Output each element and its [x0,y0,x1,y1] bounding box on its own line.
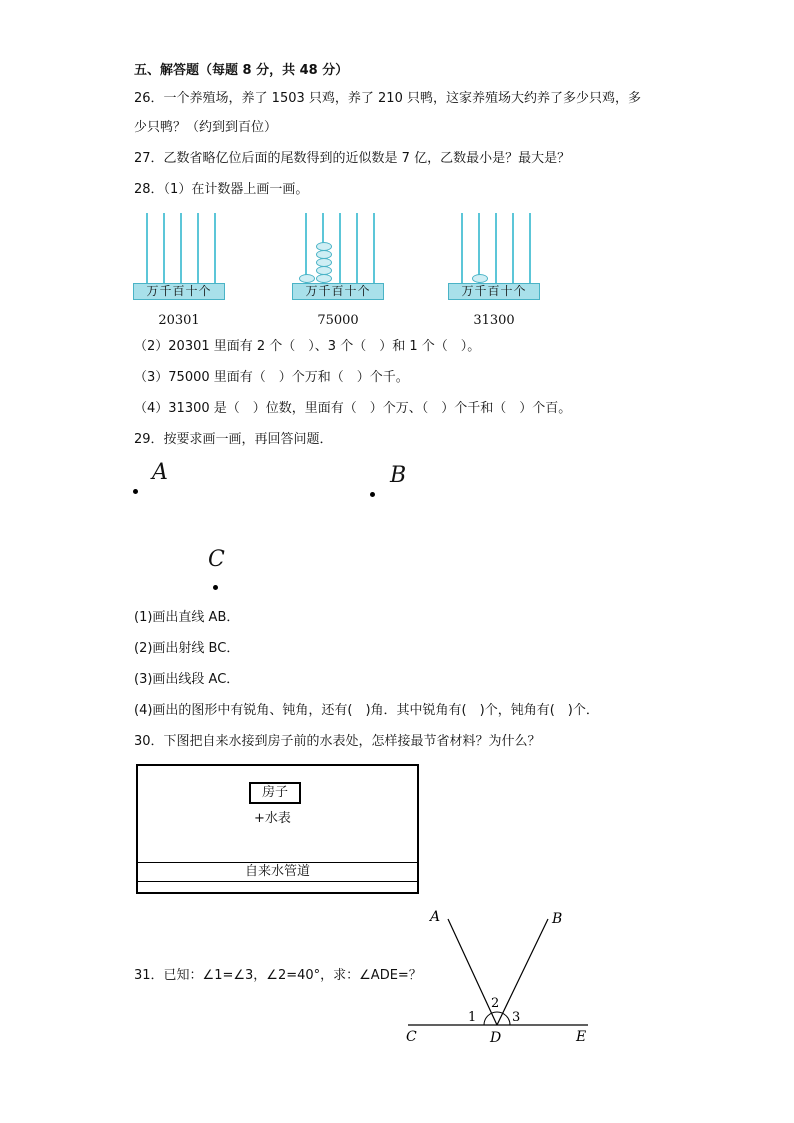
q28-intro: 28．（1）在计数器上画一画。 [134,182,309,197]
abacus-rod [197,213,199,285]
q31-text: 31．已知：∠1=∠3，∠2=40°，求：∠ADE=？ [134,968,422,983]
abacus-rod [356,213,358,285]
abacus-20301 [133,213,225,333]
abacus-bead [472,274,488,283]
q28-sub4: （4）31300 是（ ）位数，里面有（ ）个万、（ ）个千和（ ）个百。 [134,401,572,416]
abacus-rod [529,213,531,285]
q29-s2: (2)画出射线 BC． [134,641,240,656]
abacus-31300 [448,213,540,333]
q28-sub3: （3）75000 里面有（ ）个万和（ ）个千。 [134,370,409,385]
point-b-label: B [390,463,407,488]
point-c-dot [213,585,218,590]
abacus-rod [373,213,375,285]
abacus-rod [512,213,514,285]
point-a-label: A [152,460,168,485]
abacus-bead [316,266,332,275]
abacus-place-labels: 万千百十个 [133,283,225,300]
q30-text: 30．下图把自来水接到房子前的水表处，怎样接最节省材料？为什么？ [134,734,541,749]
q29-intro: 29．按要求画一画，再回答问题． [134,432,333,447]
abacus-rod [163,213,165,285]
abacus-rod [461,213,463,285]
point-a-dot [133,489,138,494]
point-b-dot [370,492,375,497]
abacus-number: 31300 [473,313,515,328]
abacus-rod [339,213,341,285]
abacus-number: 20301 [158,313,200,328]
abacus-place-labels: 万千百十个 [292,283,384,300]
angle-2-label: 2 [491,996,500,1011]
label-e: E [576,1029,587,1045]
abacus-rod [214,213,216,285]
water-meter-label: +水表 [254,811,291,826]
angle-arc [484,1012,510,1025]
abacus-rod [146,213,148,285]
point-c-label: C [208,547,225,572]
water-pipe-label: 自来水管道 [138,862,417,882]
q27-text: 27．乙数省略亿位后面的尾数得到的近似数是 7 亿，乙数最小是？最大是？ [134,151,571,166]
angle-figure [400,905,600,1045]
abacus-bead [316,258,332,267]
house-box: 房子 [249,782,301,804]
label-c: C [406,1029,417,1045]
label-a: A [430,909,441,925]
abacus-75000 [292,213,384,333]
abacus-bead [299,274,315,283]
label-b: B [552,911,563,927]
abacus-rod [495,213,497,285]
ray-db [497,919,548,1025]
abacus-bead [316,242,332,251]
q29-s3: (3)画出线段 AC． [134,672,240,687]
angle-3-label: 3 [512,1010,521,1025]
water-pipe-diagram [136,764,419,894]
section-title: 五、解答题（每题 8 分，共 48 分） [134,63,349,78]
q29-s4: (4)画出的图形中有锐角、钝角，还有( )角．其中锐角有( )个，钝角有( )个． [134,703,599,718]
q26-line1: 26．一个养殖场，养了 1503 只鸡，养了 210 只鸭，这家养殖场大约养了多少只鸡，多 [134,91,641,106]
abacus-bead [316,250,332,259]
q28-sub2: （2）20301 里面有 2 个（ ）、3 个（ ）和 1 个（ ）。 [134,339,481,354]
abacus-place-labels: 万千百十个 [448,283,540,300]
q29-s1: (1)画出直线 AB． [134,610,240,625]
abacus-bead [316,274,332,283]
q26-line2: 少只鸭？（约到到百位） [134,120,278,135]
abacus-rod [180,213,182,285]
angle-1-label: 1 [468,1010,477,1025]
label-d: D [490,1030,502,1045]
abacus-number: 75000 [317,313,359,328]
